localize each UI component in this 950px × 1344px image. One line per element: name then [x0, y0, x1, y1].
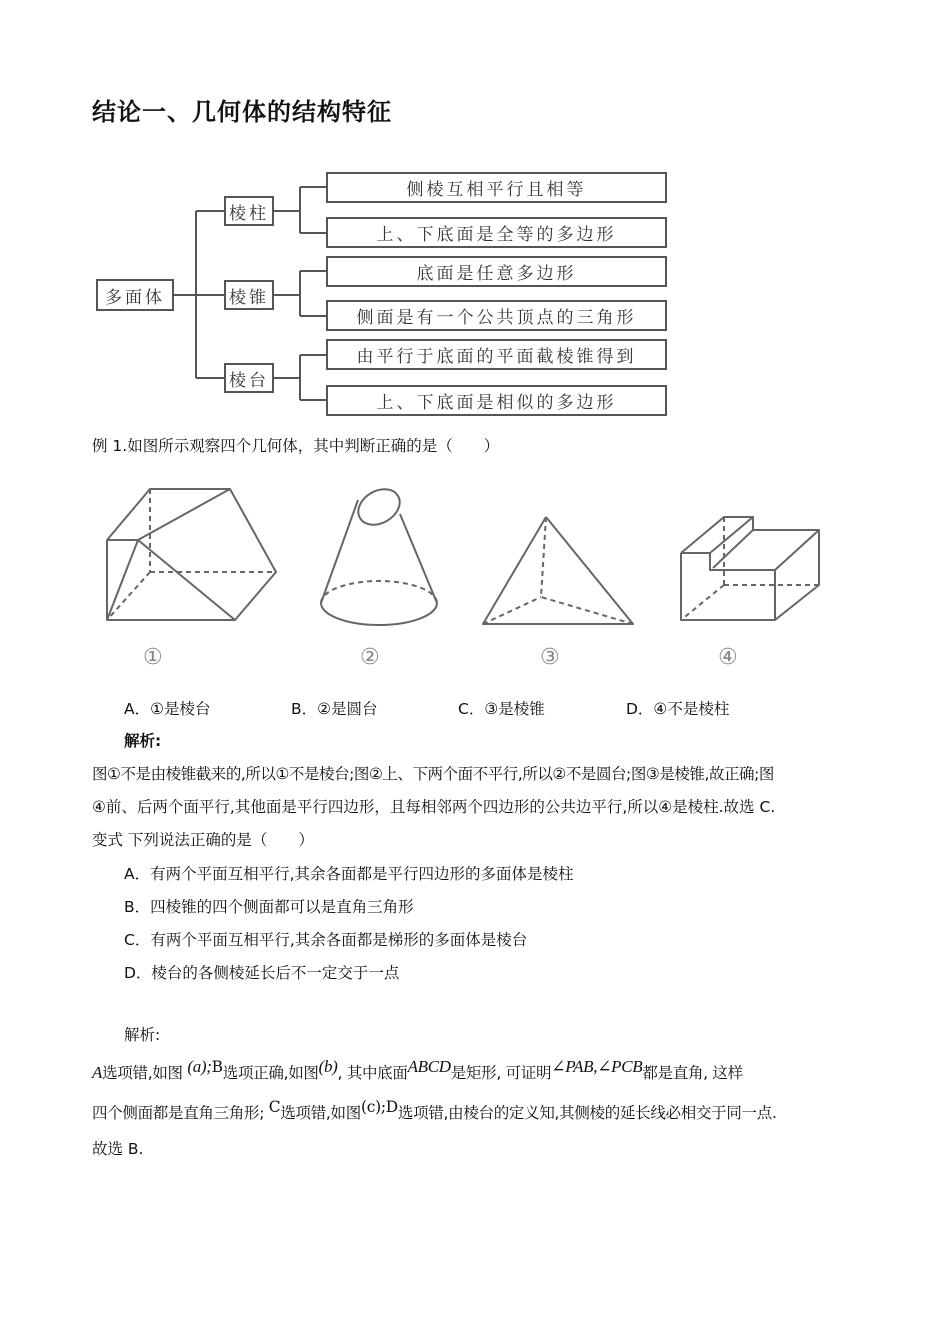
- figure-label: ②: [360, 645, 380, 670]
- math-var: (a);: [187, 1057, 212, 1076]
- math-var: B: [211, 1058, 223, 1076]
- variant-option-a: A．有两个平面互相平行,其余各面都是平行四边形的多面体是棱柱: [124, 865, 574, 883]
- variant-question: 变式 下列说法正确的是（ ）: [92, 831, 314, 849]
- analysis-text: 选项错,如图: [102, 1064, 183, 1082]
- tree-branch-frustum: 棱台: [224, 363, 274, 393]
- solid-figure-2: [321, 482, 437, 625]
- math-var: A: [92, 1063, 103, 1082]
- math-var: (b): [318, 1057, 338, 1076]
- solid-figure-3: [483, 517, 633, 624]
- analysis-text: 是矩形, 可证明: [450, 1064, 552, 1082]
- tree-leaf: 上、下底面是全等的多边形: [326, 217, 667, 248]
- tree-branch-pyramid: 棱锥: [224, 280, 274, 310]
- example1-question: 例 1.如图所示观察四个几何体，其中判断正确的是（ ）: [92, 437, 500, 455]
- variant-analysis-line-1: [92, 1057, 743, 1084]
- analysis-text: 都是直角, 这样: [642, 1064, 743, 1082]
- analysis-text: , 其中底面: [337, 1064, 408, 1082]
- example1-option-d: D．④不是棱柱: [626, 700, 730, 718]
- solid-figure-1: [107, 489, 276, 620]
- figure-label: ①: [143, 645, 163, 670]
- example1-option-a: A．①是棱台: [124, 700, 211, 718]
- example1-option-b: B．②是圆台: [291, 700, 378, 718]
- tree-root-box: 多面体: [96, 279, 174, 311]
- tree-branch-prism: 棱柱: [224, 196, 274, 226]
- figure-label: ④: [718, 645, 738, 670]
- math-var: ABCD: [407, 1057, 451, 1076]
- page-title: 结论一、几何体的结构特征: [92, 98, 392, 126]
- math-var: C: [268, 1098, 281, 1116]
- math-var: ∠PAB,∠PCB: [551, 1057, 643, 1076]
- figure-label: ③: [540, 645, 560, 670]
- analysis-text: 选项错,由棱台的定义知,其侧棱的延长线必相交于同一点.: [397, 1104, 777, 1122]
- example1-analysis-label: 解析:: [124, 732, 162, 750]
- tree-leaf: 侧棱互相平行且相等: [326, 172, 667, 203]
- analysis-text: 选项错,如图: [280, 1104, 361, 1122]
- example1-analysis-line: 图①不是由棱锥截来的,所以①不是棱台;图②上、下两个面不平行,所以②不是圆台;图③是棱锥,故正确;图: [92, 765, 774, 783]
- math-var: (c);D: [360, 1098, 398, 1116]
- solid-figure-4: [681, 517, 819, 620]
- variant-option-b: B．四棱锥的四个侧面都可以是直角三角形: [124, 898, 414, 916]
- variant-analysis-line-2: [92, 1098, 777, 1124]
- tree-leaf: 上、下底面是相似的多边形: [326, 385, 667, 416]
- variant-analysis-line-3: 故选 B.: [92, 1140, 144, 1158]
- tree-leaf: 底面是任意多边形: [326, 256, 667, 287]
- tree-leaf: 侧面是有一个公共顶点的三角形: [326, 300, 667, 331]
- variant-option-c: C．有两个平面互相平行,其余各面都是梯形的多面体是棱台: [124, 931, 528, 949]
- variant-option-d: D．棱台的各侧棱延长后不一定交于一点: [124, 964, 400, 982]
- variant-analysis-label: 解析:: [124, 1026, 161, 1044]
- analysis-text: 四个侧面都是直角三角形;: [92, 1104, 265, 1122]
- example1-option-c: C．③是棱锥: [458, 700, 545, 718]
- tree-leaf: 由平行于底面的平面截棱锥得到: [326, 339, 667, 370]
- analysis-text: 选项正确,如图: [222, 1064, 319, 1082]
- example1-analysis-line: ④前、后两个面平行,其他面是平行四边形，且每相邻两个四边形的公共边平行,所以④是棱柱.故选 C.: [92, 798, 776, 816]
